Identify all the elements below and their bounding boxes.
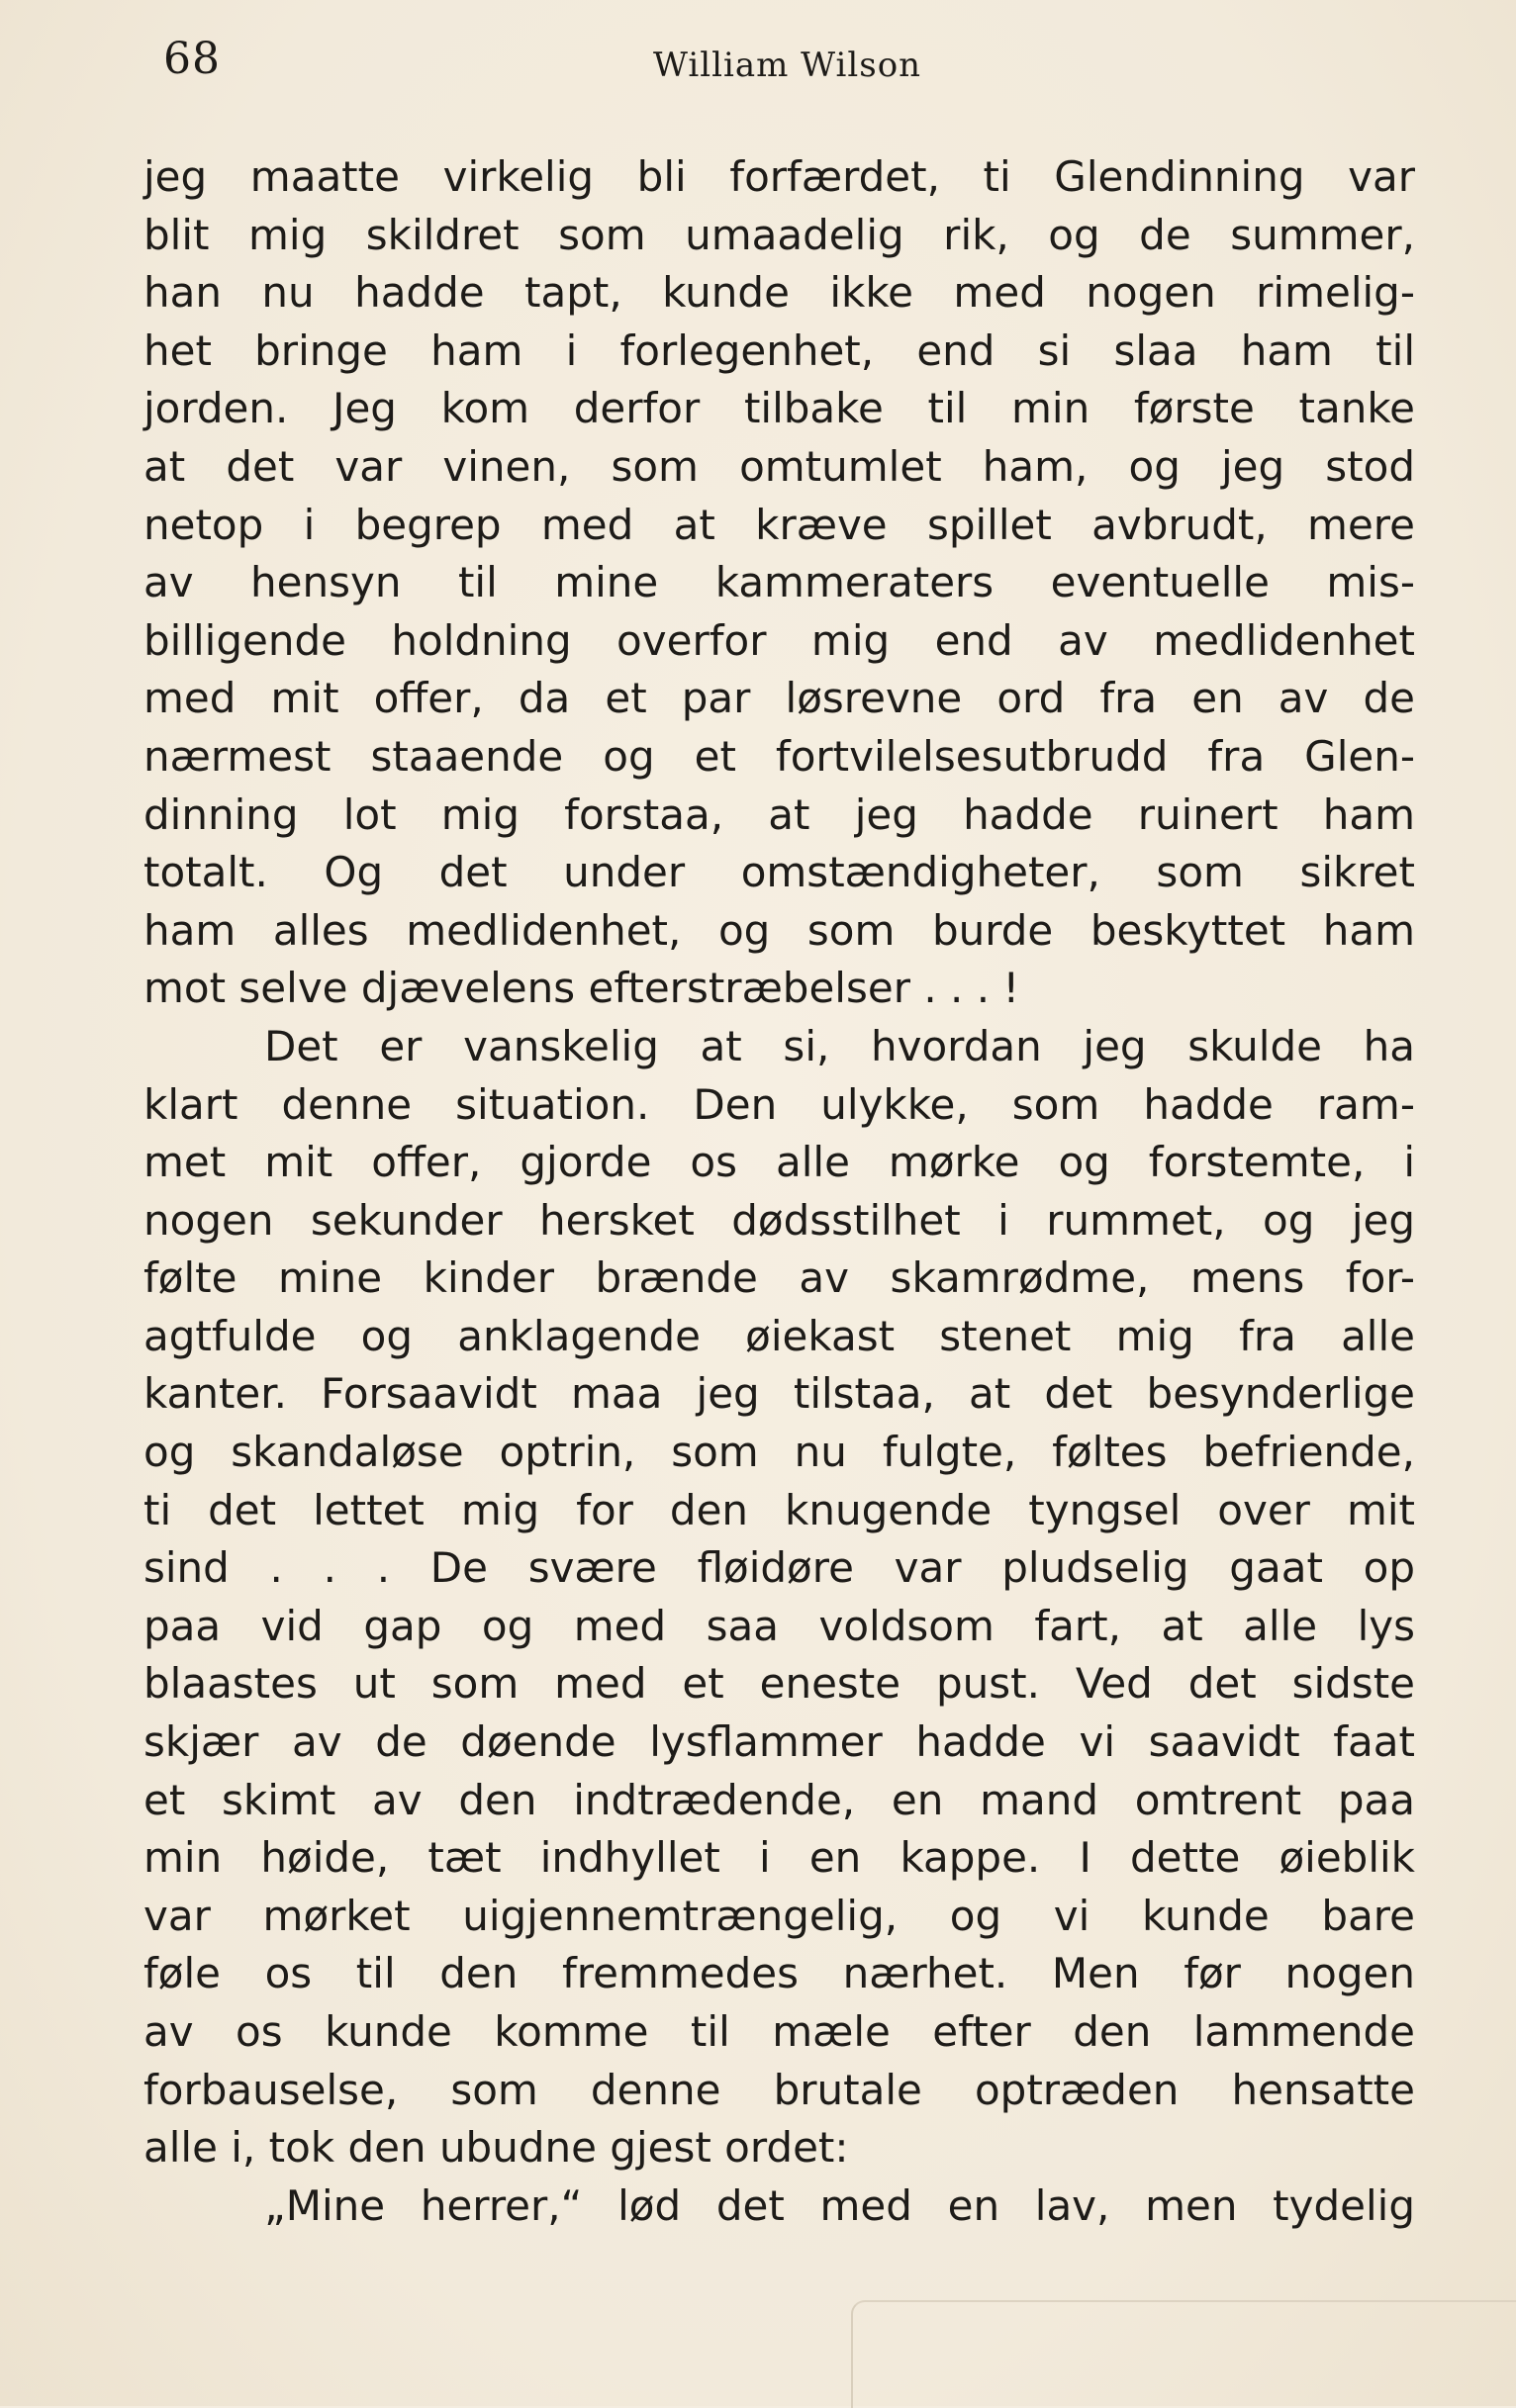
text-line: med mit offer, da et par løsrevne ord fra en av de (143, 674, 1415, 723)
text-line: nærmest staaende og et fortvilelsesutbrudd fra Glen- (143, 731, 1415, 781)
running-head: William Wilson (653, 46, 922, 85)
text-line: dinning lot mig forstaa, at jeg hadde ruinert ham (143, 789, 1415, 839)
text-line: billigende holdning overfor mig end av medlidenhet (143, 615, 1415, 665)
text-line: skjær av de døende lysflammer hadde vi saavidt faat (143, 1717, 1415, 1767)
body-text (143, 148, 1415, 2235)
text-line: han nu hadde tapt, kunde ikke med nogen rimelig- (143, 268, 1415, 318)
page-number: 68 (163, 34, 221, 84)
text-line: et skimt av den indtrædende, en mand omtrent paa (143, 1775, 1415, 1824)
page-header (0, 30, 1516, 99)
text-line: og skandaløse optrin, som nu fulgte, føltes befriende, (143, 1428, 1415, 1477)
text-line-paragraph-end: mot selve djævelens efterstræbelser . . . ! (143, 964, 1020, 1013)
text-line: av os kunde komme til mæle efter den lammende (143, 2007, 1415, 2056)
text-line: met mit offer, gjorde os alle mørke og forstemte, i (143, 1138, 1415, 1187)
text-line: nogen sekunder hersket dødsstilhet i rummet, og jeg (143, 1195, 1415, 1245)
text-line: blit mig skildret som umaadelig rik, og de summer, (143, 210, 1415, 259)
text-line: at det var vinen, som omtumlet ham, og jeg stod (143, 441, 1415, 491)
text-line: sind . . . De svære fløidøre var pludselig gaat op (143, 1543, 1415, 1593)
text-line-paragraph-start: Det er vanskelig at si, hvordan jeg skulde ha (264, 1021, 1415, 1070)
text-line: totalt. Og det under omstændigheter, som sikret (143, 848, 1415, 897)
text-line: jorden. Jeg kom derfor tilbake til min første tanke (143, 384, 1415, 433)
text-line: føle os til den fremmedes nærhet. Men før nogen (143, 1949, 1415, 1998)
text-line: følte mine kinder brænde av skamrødme, mens for- (143, 1253, 1415, 1303)
text-line: ham alles medlidenhet, og som burde beskyttet ham (143, 905, 1415, 955)
text-line: kanter. Forsaavidt maa jeg tilstaa, at det besynderlige (143, 1369, 1415, 1419)
page-edge-shadow (851, 2300, 1516, 2408)
text-line: netop i begrep med at kræve spillet avbrudt, mere (143, 500, 1415, 549)
text-line: var mørket uigjennemtrængelig, og vi kunde bare (143, 1891, 1415, 1940)
text-line: forbauselse, som denne brutale optræden hensatte (143, 2065, 1415, 2114)
text-line: klart denne situation. Den ulykke, som hadde ram- (143, 1079, 1415, 1129)
text-line: av hensyn til mine kammeraters eventuelle mis- (143, 558, 1415, 607)
text-line: het bringe ham i forlegenhet, end si slaa ham til (143, 325, 1415, 375)
text-line: min høide, tæt indhyllet i en kappe. I dette øieblik (143, 1833, 1415, 1883)
text-line: paa vid gap og med saa voldsom fart, at alle lys (143, 1601, 1415, 1650)
text-line: blaastes ut som med et eneste pust. Ved det sidste (143, 1659, 1415, 1709)
text-line-paragraph-start: „Mine herrer,“ lød det med en lav, men tydelig (264, 2180, 1415, 2230)
text-line: jeg maatte virkelig bli forfærdet, ti Glendinning var (143, 152, 1415, 201)
text-line-paragraph-end: alle i, tok den ubudne gjest ordet: (143, 2123, 849, 2173)
text-line: ti det lettet mig for den knugende tyngsel over mit (143, 1485, 1415, 1534)
text-line: agtfulde og anklagende øiekast stenet mig fra alle (143, 1311, 1415, 1360)
